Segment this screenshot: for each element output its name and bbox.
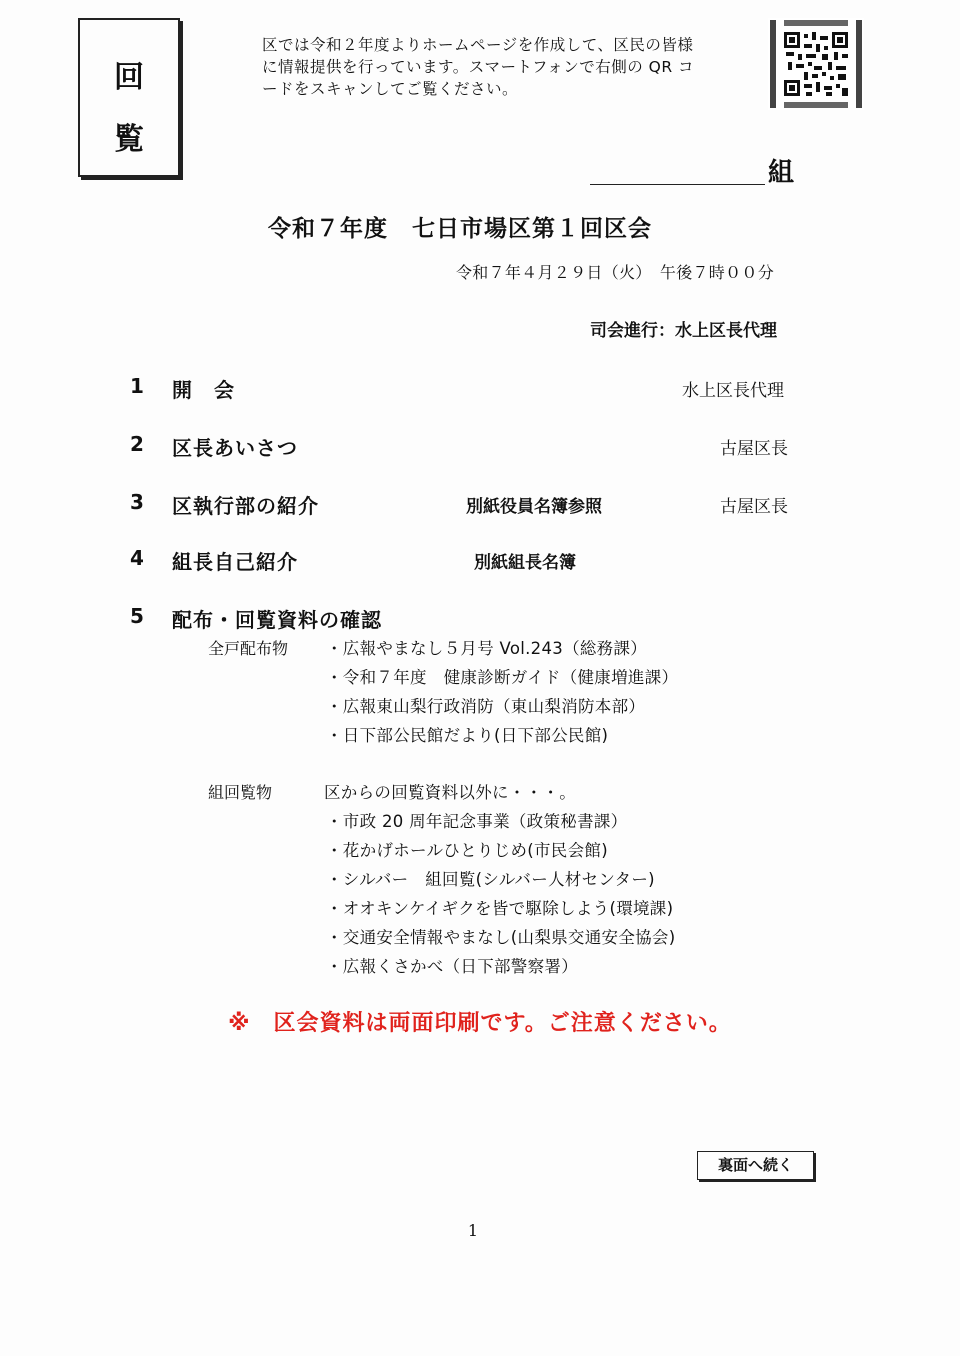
distribution-label: 全戸配布物 <box>208 639 289 658</box>
kairan-stamp-box <box>78 18 180 177</box>
meeting-datetime: 令和７年４月２９日（火） 午後７時００分 <box>456 263 775 282</box>
distribution-item-2: ・令和７年度 健康診断ガイド（健康増進課） <box>326 668 679 687</box>
agenda-title-4: 組長自己紹介 <box>172 550 298 574</box>
agenda-ref-4: 別紙組長名簿 <box>474 553 576 573</box>
notice-line-1: 区では令和２年度よりホームページを作成して、区民の皆様 <box>262 36 694 54</box>
agenda-title-1: 開 会 <box>172 378 235 402</box>
agenda-person-3: 古屋区長 <box>720 497 788 517</box>
agenda-number-1: 1 <box>130 374 144 398</box>
circulation-item-1: ・市政 20 周年記念事業（政策秘書課） <box>326 812 628 831</box>
stamp-char-2: 覧 <box>114 122 144 157</box>
circulation-item-5: ・交通安全情報やまなし(山梨県交通安全協会) <box>326 928 676 947</box>
notice-line-2: に情報提供を行っています。スマートフォンで右側の QR コ <box>262 58 695 76</box>
kumi-label: 組 <box>768 158 795 188</box>
circulation-item-2: ・花かげホールひとりじめ(市民会館) <box>326 841 608 860</box>
circulation-intro: 区からの回覧資料以外に・・・。 <box>324 783 576 802</box>
agenda-title-2: 区長あいさつ <box>172 436 298 460</box>
agenda-number-3: 3 <box>130 490 144 514</box>
chairperson: 司会進行：水上区長代理 <box>590 321 777 341</box>
continued-on-back-box: 裏面へ続く <box>697 1151 814 1180</box>
distribution-item-3: ・広報東山梨行政消防（東山梨消防本部） <box>326 697 646 716</box>
agenda-number-5: 5 <box>130 604 144 628</box>
agenda-title-3: 区執行部の紹介 <box>172 494 319 518</box>
page-title: 令和７年度 七日市場区第１回区会 <box>268 216 652 242</box>
page-number: 1 <box>467 1221 479 1240</box>
stamp-char-1: 回 <box>114 60 144 95</box>
circulation-label: 組回覧物 <box>208 783 273 802</box>
duplex-print-warning: ※ 区会資料は両面印刷です。ご注意ください。 <box>228 1011 732 1036</box>
kumi-blank-line <box>590 184 765 185</box>
homepage-notice <box>262 34 732 100</box>
circulation-item-3: ・シルバー 組回覧(シルバー人材センター) <box>326 870 655 889</box>
notice-line-3: ードをスキャンしてご覧ください。 <box>262 80 519 98</box>
distribution-item-4: ・日下部公民館だより(日下部公民館) <box>326 726 609 745</box>
agenda-ref-3: 別紙役員名簿参照 <box>466 497 602 517</box>
distribution-item-1: ・広報やまなし５月号 Vol.243（総務課） <box>326 639 648 658</box>
agenda-number-2: 2 <box>130 432 144 456</box>
agenda-person-2: 古屋区長 <box>720 439 788 459</box>
circulation-item-4: ・オオキンケイギクを皆で駆除しよう(環境課) <box>326 899 674 918</box>
agenda-person-1: 水上区長代理 <box>682 381 784 401</box>
circulation-item-6: ・広報くさかべ（日下部警察署） <box>326 957 578 976</box>
agenda-title-5: 配布・回覧資料の確認 <box>172 608 382 632</box>
agenda-number-4: 4 <box>130 546 144 570</box>
qr-code-icon[interactable] <box>768 18 864 110</box>
